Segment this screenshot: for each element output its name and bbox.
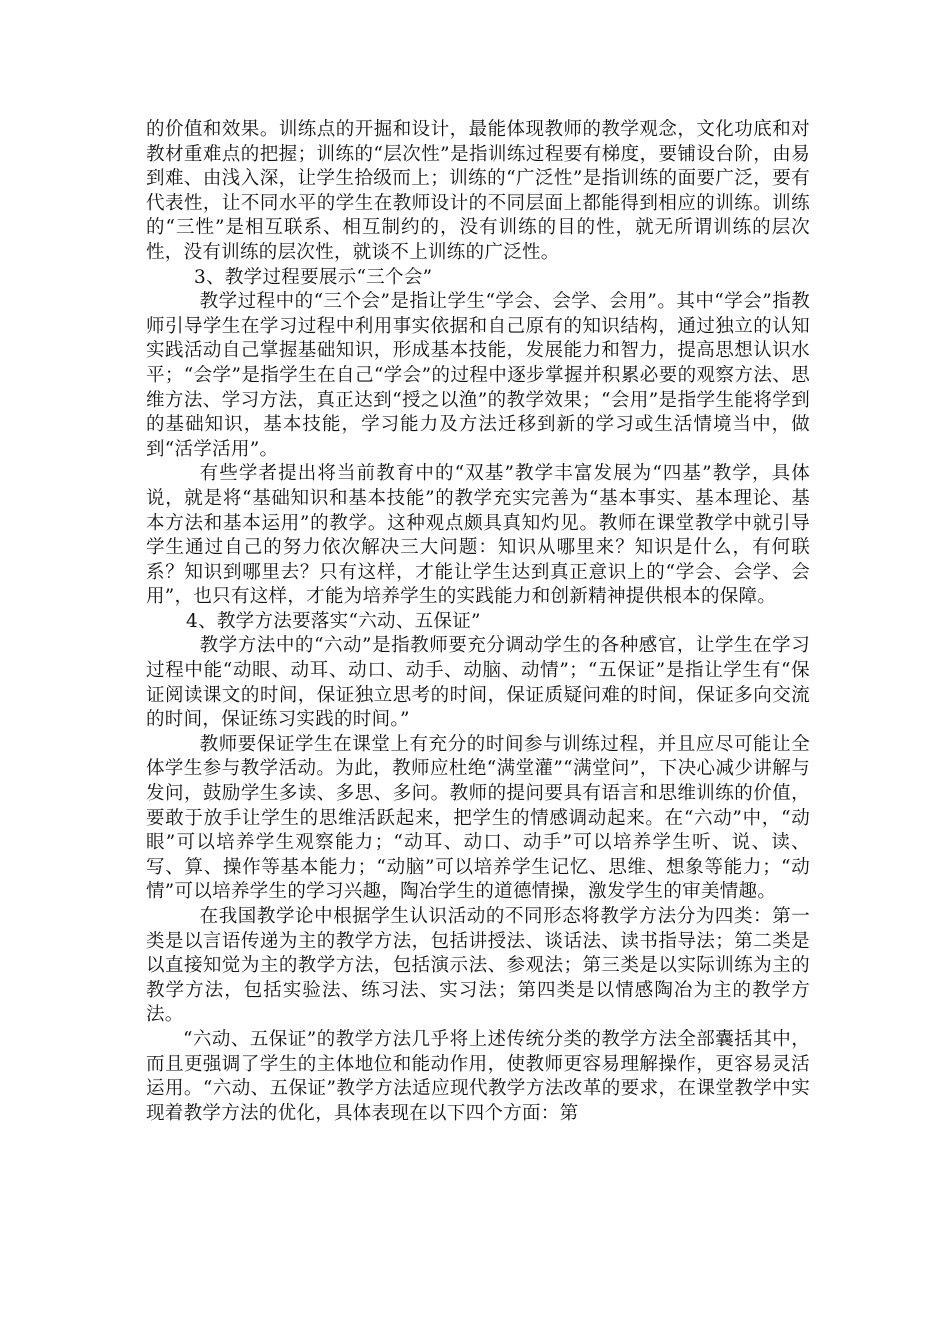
paragraph: 有些学者提出将当前教育中的“双基”教学丰富发展为“四基”教学，具体说，就是将“基础知识和基本技能”的教学充实完善为“基本事实、基本理论、基本方法和基本运用”的教学。这种观点颇具真知灼见。教师在课堂教学中就引导学生通过自己的努力依次解决三大问题：知识从哪里来？知识是什么，有何联系？知识到哪里去？只有这样，才能让学生达到真正意识上的“学会、会学、会用”，也只有这样，才能为培养学生的实践能力和创新精神提供根本的保障。 (146, 463, 810, 608)
document-page (146, 118, 810, 1126)
paragraph: 教师要保证学生在课堂上有充分的时间参与训练过程，并且应尽可能让全体学生参与教学活动。为此，教师应杜绝“满堂灌”“满堂问”，下决心减少讲解与发问，鼓励学生多读、多思、多问。教师的提问要具有语言和思维训练的价值，要敢于放手让学生的思维活跃起来，把学生的情感调动起来。在“六动”中，“动眼”可以培养学生观察能力；“动耳、动口、动手”可以培养学生听、说、读、写、算、操作等基本能力；“动脑”可以培养学生记忆、思维、想象等能力；“动情”可以培养学生的学习兴趣，陶冶学生的道德情操，激发学生的审美情趣。 (146, 733, 810, 903)
section-heading-4: 4、教学方法要落实“六动、五保证” (186, 610, 481, 632)
section-heading-3: 3、教学过程要展示“三个会” (194, 266, 433, 288)
paragraph: 教学过程中的“三个会”是指让学生“学会、会学、会用”。其中“学会”指教师引导学生在学习过程中利用事实依据和自己原有的知识结构，通过独立的认知实践活动自己掌握基础知识，形成基本技能，发展能力和智力，提高思想认识水平；“会学”是指学生在自己“学会”的过程中逐步掌握并积累必要的观察方法、思维方法、学习方法，真正达到“授之以渔”的教学效果；“会用”是指学生能将学到的基础知识，基本技能，学习能力及方法迁移到新的学习或生活情境当中，做到“活学活用”。 (146, 291, 810, 460)
paragraph-continued: 的价值和效果。训练点的开掘和设计，最能体现教师的教学观念，文化功底和对教材重难点的把握；训练的“层次性”是指训练过程要有梯度，要铺设台阶，由易到难、由浅入深，让学生拾级而上；训练的“广泛性”是指训练的面要广泛，要有代表性，让不同水平的学生在教师设计的不同层面上都能得到相应的训练。训练的“三性”是相互联系、相互制约的，没有训练的目的性，就无所谓训练的层次性，没有训练的层次性，就谈不上训练的广泛性。 (146, 119, 810, 263)
paragraph: “六动、五保证”的教学方法几乎将上述传统分类的教学方法全部囊括其中，而且更强调了学生的主体地位和能动作用，使教师更容易理解操作，更容易灵活运用。“六动、五保证”教学方法适应现代教学方法改革的要求，在课堂教学中实现着教学方法的优化，具体表现在以下四个方面：第 (146, 1028, 810, 1124)
paragraph: 教学方法中的“六动”是指教师要充分调动学生的各种感官，让学生在学习过程中能“动眼、动耳、动口、动手、动脑、动情”；“五保证”是指让学生有“保证阅读课文的时间，保证独立思考的时间，保证质疑问难的时间，保证多向交流的时间，保证练习实践的时间。” (146, 635, 810, 731)
paragraph: 在我国教学论中根据学生认识活动的不同形态将教学方法分为四类：第一类是以言语传递为主的教学方法，包括讲授法、谈话法、读书指导法；第二类是以直接知觉为主的教学方法，包括演示法、参观法；第三类是以实际训练为主的教学方法，包括实验法、练习法、实习法；第四类是以情感陶冶为主的教学方法。 (146, 906, 810, 1026)
